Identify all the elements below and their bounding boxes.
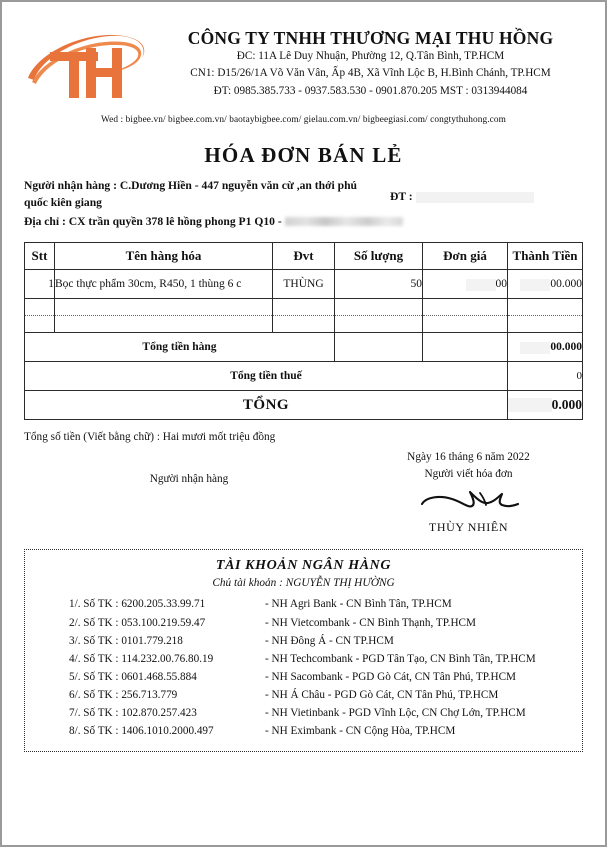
- bank-account-branch: - NH Vietcombank - CN Bình Thạnh, TP.HCM: [265, 616, 476, 629]
- cell-empty: [55, 299, 273, 316]
- col-qty: Số lượng: [335, 243, 423, 270]
- bank-section-title: TÀI KHOẢN NGÂN HÀNG: [215, 558, 392, 574]
- col-stt: Stt: [25, 243, 55, 270]
- summary-subtotal-wrap: [550, 341, 582, 353]
- bank-account-branch: - NH Á Châu - PGD Gò Cát, CN Tân Phú, TP.HCM: [265, 689, 499, 702]
- cell-empty: [25, 316, 55, 333]
- letterhead: [24, 20, 583, 108]
- summary-label-subtotal: Tổng tiền hàng: [25, 333, 335, 362]
- recipient-phone-redacted: [416, 192, 534, 203]
- summary-label-tax: Tổng tiền thuế: [25, 362, 508, 391]
- list-item: [69, 650, 572, 668]
- recipient-name-value: C.Dương Hiền - 447 nguyễn văn cừ ,an thới phú quốc kiên giang: [24, 179, 357, 209]
- recipient-block: [24, 178, 583, 230]
- bank-account-owner: Chủ tài khoản : NGUYỄN THỊ HƯỜNG: [212, 577, 395, 590]
- summary-value-total: [508, 391, 583, 420]
- summary-total-wrap: [552, 397, 582, 413]
- col-price: Đơn giá: [423, 243, 508, 270]
- list-item: [69, 614, 572, 632]
- summary-value-subtotal: [508, 333, 583, 362]
- bank-account-number: 1/. Số TK : 6200.205.33.99.71: [69, 598, 206, 611]
- bank-accounts-box: [24, 549, 583, 751]
- list-item: [69, 704, 572, 722]
- recipient-name: [24, 178, 376, 212]
- summary-total-text: 0.000: [551, 397, 582, 413]
- list-item: [69, 722, 572, 740]
- company-logo: [24, 22, 152, 108]
- table-row-empty: [25, 316, 583, 333]
- handwritten-signature: [414, 484, 524, 518]
- items-table-body: [25, 270, 583, 420]
- summary-subtotal-text: 00.000: [550, 341, 582, 354]
- cell-empty: [55, 316, 273, 333]
- bank-account-number: 8/. Số TK : 1406.1010.2000.497: [69, 725, 214, 738]
- summary-total-redaction: [508, 398, 552, 412]
- summary-spacer: [335, 333, 423, 362]
- bank-account-list: [35, 595, 572, 740]
- bank-account-number: 2/. Số TK : 053.100.219.59.47: [69, 616, 206, 629]
- cell-total: [508, 270, 583, 299]
- summary-row-tax: [25, 362, 583, 391]
- cell-empty: [508, 316, 583, 333]
- recipient-address-label: Địa chỉ :: [24, 214, 66, 228]
- company-phone-tax: ĐT: 0985.385.733 - 0937.583.530 - 0901.870.205 MST : 0313944084: [213, 84, 528, 97]
- cell-empty: [25, 299, 55, 316]
- recipient-address-phone-redacted: [285, 217, 403, 226]
- summary-row-total: [25, 391, 583, 420]
- recipient-phone: [390, 178, 534, 206]
- company-name: CÔNG TY TNHH THƯƠNG MẠI THU HỒNG: [187, 28, 554, 48]
- bank-account-number: 5/. Số TK : 0601.468.55.884: [69, 670, 197, 683]
- cell-total-wrap: [550, 278, 582, 290]
- list-item: [69, 595, 572, 613]
- bank-account-number: 3/. Số TK : 0101.779.218: [69, 634, 183, 647]
- table-header-row: [25, 243, 583, 270]
- amount-in-words-value: Hai mươi mốt triệu đồng: [162, 431, 276, 444]
- recipient-name-row: [24, 178, 583, 212]
- bank-account-number: 6/. Số TK : 256.713.779: [69, 689, 178, 702]
- cell-empty: [273, 299, 335, 316]
- cell-empty: [423, 299, 508, 316]
- col-unit: Đvt: [273, 243, 335, 270]
- writer-signature-label: Người viết hóa đơn: [424, 468, 513, 481]
- receiver-signature-block: [24, 451, 354, 535]
- bank-account-branch: - NH Eximbank - CN Cộng Hòa, TP.HCM: [265, 725, 456, 738]
- cell-price-wrap: [496, 278, 508, 290]
- receiver-signature-label: Người nhận hàng: [149, 473, 229, 486]
- summary-row-subtotal: [25, 333, 583, 362]
- company-info: [158, 20, 583, 100]
- writer-name: THÙY NHIÊN: [428, 520, 509, 535]
- th-logo-icon: [24, 22, 152, 108]
- recipient-phone-label: ĐT :: [390, 190, 413, 203]
- cell-empty: [335, 299, 423, 316]
- amount-in-words: [24, 431, 583, 443]
- cell-price: [423, 270, 508, 299]
- cell-empty: [508, 299, 583, 316]
- company-address: ĐC: 11A Lê Duy Nhuận, Phường 12, Q.Tân Bình, TP.HCM: [236, 50, 505, 63]
- table-row-empty: [25, 299, 583, 316]
- list-item: [69, 668, 572, 686]
- bank-account-number: 4/. Số TK : 114.232.00.76.80.19: [69, 652, 214, 665]
- cell-empty: [273, 316, 335, 333]
- bank-account-number: 7/. Số TK : 102.870.257.423: [69, 707, 197, 720]
- cell-total-value: 00.000: [550, 278, 582, 291]
- bank-account-branch: - NH Vietinbank - PGD Vĩnh Lộc, CN Chợ Lớn, TP.HCM: [265, 707, 526, 720]
- bank-account-branch: - NH Sacombank - PGD Gò Cát, CN Tân Phú, TP.HCM: [265, 670, 516, 683]
- summary-label-total: TỔNG: [25, 391, 508, 420]
- company-branch: CN1: D15/26/1A Võ Văn Vân, Ấp 4B, Xã Vĩnh Lộc B, H.Bình Chánh, TP.HCM: [190, 67, 551, 80]
- items-table: [24, 242, 583, 420]
- cell-empty: [335, 316, 423, 333]
- bank-account-branch: - NH Techcombank - PGD Tân Tạo, CN Bình Tân, TP.HCM: [265, 652, 536, 665]
- summary-subtotal-redaction: [520, 342, 550, 354]
- writer-signature-block: [354, 451, 583, 535]
- list-item: [69, 686, 572, 704]
- summary-spacer: [423, 333, 508, 362]
- recipient-address-value: CX trần quyền 378 lê hồng phong P1 Q10 -: [68, 214, 282, 228]
- invoice-date: Ngày 16 tháng 6 năm 2022: [407, 451, 530, 464]
- summary-value-tax: 0: [508, 362, 583, 391]
- cell-stt: 1: [25, 270, 55, 299]
- signature-area: [24, 451, 583, 535]
- invoice-content: [2, 2, 605, 752]
- table-row: [25, 270, 583, 299]
- cell-total-redaction: [520, 279, 550, 291]
- items-table-head: [25, 243, 583, 270]
- amount-in-words-label: Tổng số tiền (Viết bằng chữ) :: [24, 431, 160, 444]
- col-name: Tên hàng hóa: [55, 243, 273, 270]
- bank-account-branch: - NH Đông Á - CN TP.HCM: [265, 634, 394, 647]
- col-total: Thành Tiền: [508, 243, 583, 270]
- cell-price-value: 00: [495, 278, 507, 291]
- list-item: [69, 632, 572, 650]
- recipient-address-row: [24, 214, 583, 231]
- page-title: HÓA ĐƠN BÁN LẺ: [204, 143, 403, 167]
- bank-account-branch: - NH Agri Bank - CN Bình Tân, TP.HCM: [265, 598, 452, 611]
- cell-name: Bọc thực phẩm 30cm, R450, 1 thùng 6 c: [55, 270, 273, 299]
- cell-qty: 50: [335, 270, 423, 299]
- cell-empty: [423, 316, 508, 333]
- company-websites: Wed : bigbee.vn/ bigbee.com.vn/ baotaybigbee.com/ gielau.com.vn/ bigbeegiasi.com/ congtythuhong.com: [101, 115, 506, 125]
- cell-unit: THÙNG: [273, 270, 335, 299]
- recipient-name-label: Người nhận hàng :: [24, 179, 117, 192]
- cell-price-redaction: [466, 279, 496, 291]
